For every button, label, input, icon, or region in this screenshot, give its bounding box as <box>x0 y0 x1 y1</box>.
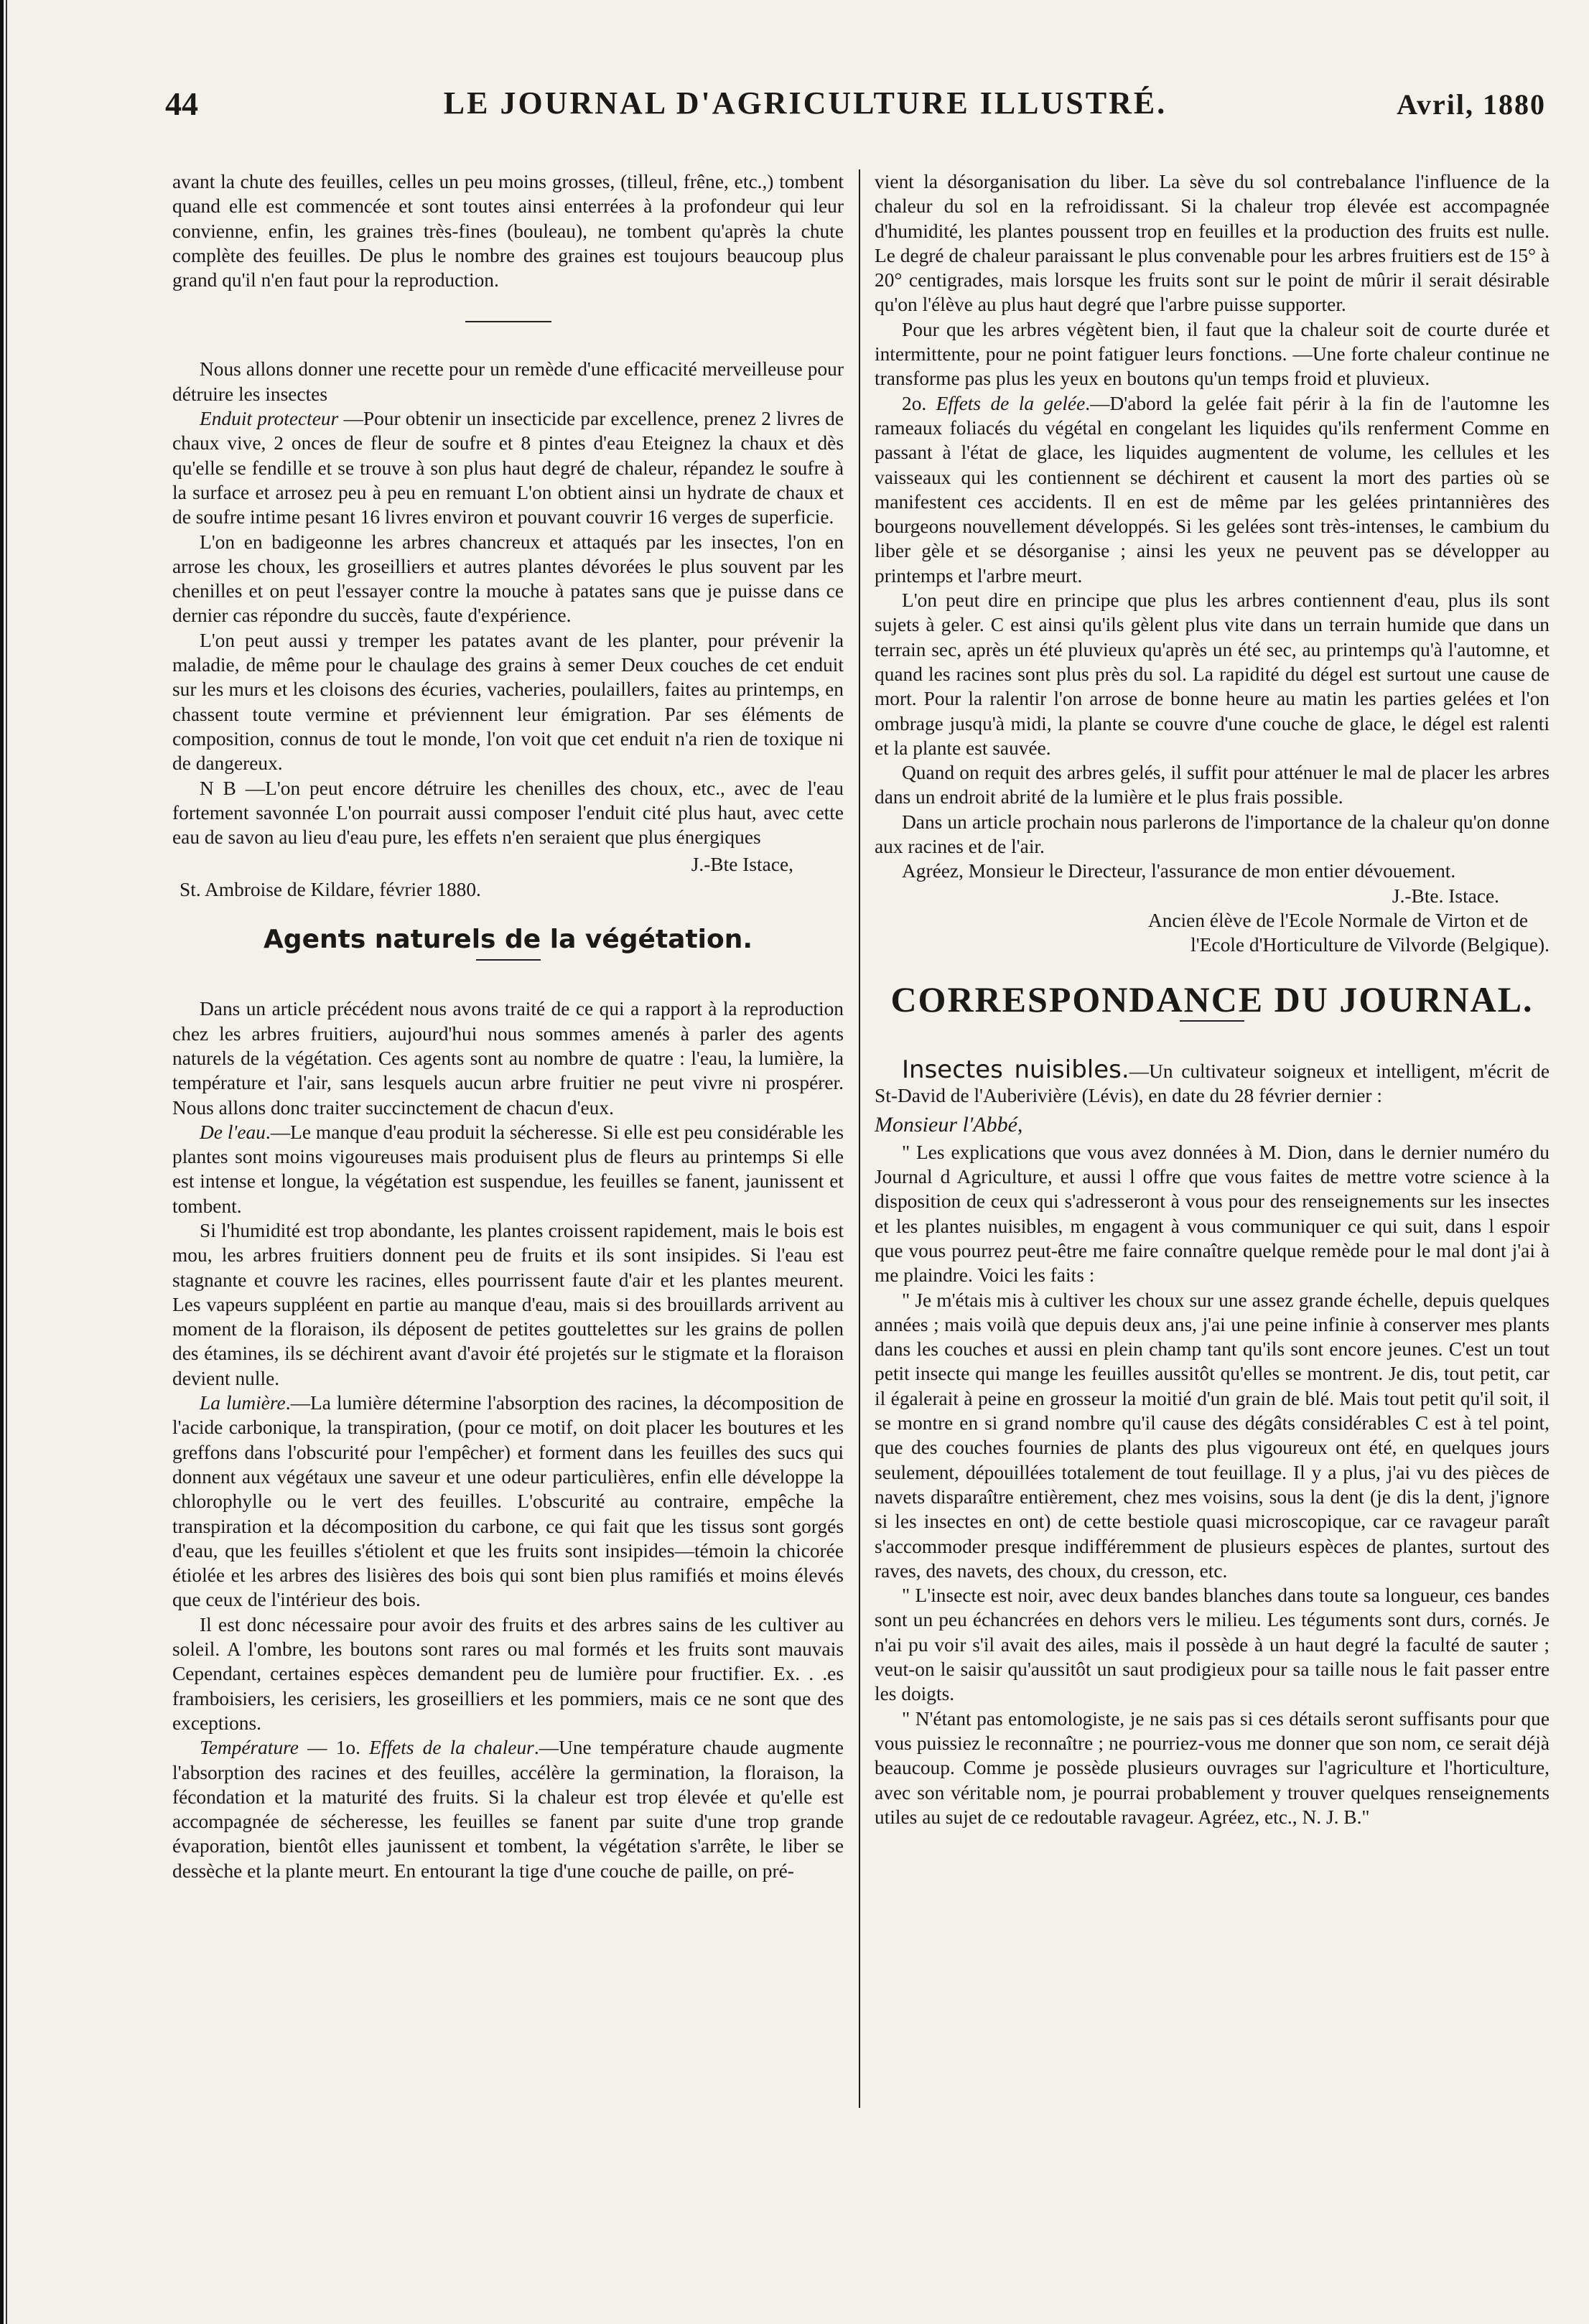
paragraph: avant la chute des feuilles, celles un peu moins grosses, (tilleul, frêne, etc.,) tombent quand elle est commencée et sont toutes ainsi enterrées à la profondeur qui leur convienne, enfin, les graines très-fines (bouleau), ne tombent qu'après la chute complète des feuilles. De plus le nombre des graines est toujours beaucoup plus grand qu'il n'en faut pour la reproduction. <box>172 171 844 291</box>
paragraph-text: — 1o. <box>298 1737 370 1759</box>
paragraph <box>172 1391 844 1613</box>
paragraph: vient la désorganisation du liber. La sève du sol contrebalance l'influence de la chaleur du sol en la refroidissant. Si la chaleur trop élevée est accompagnée d'humidité, les plantes poussent trop en feuilles et la production des fruits est nulle. Le degré de chaleur paraissant le plus convenable pour les arbres fruitiers est de 15° à 20° centigrades, mais lorsque les fruits sont sur le point de mûrir il serait désirable qu'on l'élève au plus haut degré que l'arbre puisse supporter. <box>875 171 1550 316</box>
italic-term: Effets de la gelée <box>936 392 1086 414</box>
italic-term: La lumière <box>200 1392 286 1414</box>
right-column <box>875 169 1550 1829</box>
page-number: 44 <box>165 85 198 122</box>
paragraph <box>875 391 1550 588</box>
italic-term: Température <box>200 1737 299 1759</box>
signature-title: l'Ecole d'Horticulture de Vilvorde (Belgique). <box>1190 933 1550 956</box>
paragraph-text: —Un cultivateur soigneux et intelligent, m'écrit de St-David de l'Auberivière (Lévis), en date du 28 février dernier : <box>875 1060 1550 1107</box>
paragraph: " N'étant pas entomologiste, je ne sais pas si ces détails seront suffisants pour que vous puissiez le reconnaître ; ne pourriez-vous me donner que son nom, ce serait déjà beaucoup. Comme je possède plusieurs ouvrages sur l'agriculture et l'horticulture, avec son véritable nom, je pourrai probablement y trouver quelques renseignements utiles au sujet de ce redoutable ravageur. Agréez, etc., N. J. B." <box>875 1707 1550 1828</box>
paragraph: " Les explications que vous avez données à M. Dion, dans le dernier numéro du Journal d Agriculture, et aussi l offre que vous faites de mettre votre science à la disposition de ceux qui s'adresseront à vous pour des renseignements sur les insectes et les plantes nuisibles, m engagent à vous communiquer ce qui suit, dans l espoir que vous pourrez peut-être me faire connaître quelque remède pour le mal dont j'ai à me plaindre. Voici les faits : <box>875 1141 1550 1287</box>
subsection-heading: Insectes nuisibles. <box>902 1055 1129 1084</box>
paragraph: L'on peut aussi y tremper les patates avant de les planter, pour prévenir la maladie, de même pour le chaulage des grains à semer Deux couches de cet enduit sur les murs et les cloisons des écuries, vacheries, poulaillers, faites au printemps, en chassent toute vermine et préviennent leur émigration. Par ses éléments de composition, connus de tout le monde, l'on voit que cet enduit n'a rien de toxique ni de dangereux. <box>172 629 844 775</box>
section-title: Agents naturels de la végétation. <box>263 925 753 955</box>
paragraph-text: .—La lumière détermine l'absorption des racines, la décomposition de l'acide carbonique, la transpiration, (pour ce motif, on doit placer les boutures et les greffons dans l'obscurité pour l'empêcher) et forment dans les feuilles des sucs qui donnent aux végétaux une saveur et une odeur particulières, enfin elle développe la chlorophylle ou le vert des feuilles. L'obscurité au contraire, empêche la transpiration et la décomposition du carbone, ce qui fait que les tissus sont gorgés d'eau, que les feuilles s'étiolent et que les fruits sont insipides—témoin la chicorée étiolée et les arbres des lisières des bois qui sont bien plus ramifiés et moins élevés que ceux de l'intérieur des bois. <box>172 1392 844 1611</box>
paragraph-text: —Pour obtenir un insecticide par excellence, prenez 2 livres de chaux vive, 2 onces de fleur de soufre et 8 pintes d'eau Eteignez la chaux et dès qu'elle se fendille et se trouve à son plus haut degré de chaleur, répandez le soufre à la surface et arrosez peu à peu en remuant L'on obtient ainsi un hydrate de chaux et de soufre intime pesant 16 livres environ et pouvant couvrir 16 verges de superficie. <box>172 408 844 528</box>
separator-rule <box>1180 1020 1244 1022</box>
paragraph <box>172 1120 844 1218</box>
italic-term: De l'eau <box>200 1121 266 1143</box>
paragraph: L'on peut dire en principe que plus les arbres contiennent d'eau, plus ils sont sujets à geler. C est ainsi qu'ils gèlent plus vite dans un terrain humide que dans un terrain sec, après un été pluvieux qu'après un été sec, au printemps qu'à l'automne, et quand les racines sont plus près du sol. La rapidité du dégel est surtout une cause de mort. Pour la ralentir l'on arrose de bonne heure au matin les parties gelées et l'on ombrage jusqu'à midi, la plante se couvre d'une couche de glace, le dégel est ralenti et la plante est sauvée. <box>875 589 1550 759</box>
paragraph <box>172 406 844 529</box>
paragraph: Dans un article précédent nous avons traité de ce qui a rapport à la reproduction chez les arbres fruitiers, aujourd'hui nous sommes amenés à parler des agents naturels de la végétation. Ces agents sont au nombre de quatre : l'eau, la lumière, la température et l'air, sans lesquels aucun arbre fruitier ne peut vivre ni prospérer. Nous allons donc traiter succinctement de chacun d'eux. <box>172 998 844 1119</box>
paragraph: N B —L'on peut encore détruire les chenilles des choux, etc., avec de l'eau fortement savonnée L'on pourrait aussi composer l'enduit cité plus haut, avec cette eau de savon au lieu d'eau pure, les effets n'en seraient que plus énergiques <box>172 777 844 849</box>
paragraph-text: .—D'abord la gelée fait périr à la fin de l'automne les rameaux foliacés du végétal en congelant les liquides qu'ils renferment Comme en passant à l'état de glace, les liquides augmentent de volume, les cellules et les vaisseaux qui les contiennent se déchirent et causent la mort des parties où se manifestent ces accidents. Il en est de même par les gelées printannières des bourgeons nouvellement développés. Si les gelées sont très-intenses, le cambium du liber gèle et se désorganise ; ainsi les yeux ne peuvent pas se développer au printemps et l'arbre meurt. <box>875 392 1550 587</box>
separator-rule <box>465 321 551 322</box>
section-title: CORRESPONDANCE DU JOURNAL. <box>890 979 1534 1019</box>
paragraph: Nous allons donner une recette pour un remède d'une efficacité merveilleuse pour détruire les insectes <box>172 358 844 405</box>
italic-term: Effets de la chaleur <box>369 1737 534 1759</box>
issue-date: Avril, 1880 <box>1397 88 1546 121</box>
column-divider <box>859 169 860 2108</box>
paragraph: L'on en badigeonne les arbres chancreux et attaqués par les insectes, l'on en arrose les choux, les groseilliers et autres plantes dévorées le plus souvent par les chenilles et on peut l'essayer contre la mouche à patates sans que je puisse dans ce dernier cas répondre du succès, faute d'expérience. <box>172 531 844 627</box>
paragraph: " Je m'étais mis à cultiver les choux sur une assez grande échelle, depuis quelques années ; mais voilà que depuis deux ans, j'ai une peine infinie à conserver mes plants dans les couches et aussi en plein champ tant qu'ils sont encore jeunes. C'est un tout petit insecte qui mange les feuilles aussitôt qu'elles se montrent. Je dis, tout petit, car il égalerait à peine en grosseur la moitié d'un grain de blé. Mais tout petit qu'il soit, il se montre en si grand nombre qu'il cause des dégâts considérables C est à tel point, que des couches fournies de plants des plus vigoureux ont été, en quelques jours seulement, dépouillées totalement de tout feuillage. Il y a plus, j'ai vu des pièces de navets disparaître entièrement, chez mes voisins, sous la dent (je dis la dent, j'ignore si les insectes en ont) de cette bestiole quasi microscopique, car ce ravageur paraît s'accommoder presque indifféremment de plusieurs espèces de plantes, surtout des raves, des navets, des choux, du cresson, etc. <box>875 1289 1550 1582</box>
left-column <box>172 169 844 1883</box>
signature-block <box>875 884 1550 957</box>
scan-binding-edge <box>0 0 10 2324</box>
paragraph: Dans un article prochain nous parlerons de l'importance de la chaleur qu'on donne aux racines et de l'air. <box>875 811 1550 858</box>
italic-term: Enduit protecteur <box>200 408 339 430</box>
signature: J.-Bte. Istace. <box>1392 885 1499 907</box>
paragraph: Il est donc nécessaire pour avoir des fruits et des arbres sains de les cultiver au soleil. A l'ombre, les boutons sont rares ou mal formés et les fruits sont mauvais Cependant, certaines espèces demandent peu de lumière pour fructifier. Ex. . .es framboisiers, les cerisiers, les groseilliers et les pommiers, mais ce ne sont que des exceptions. <box>172 1613 844 1734</box>
signature-title: Ancien élève de l'Ecole Normale de Virton et de <box>1147 909 1528 931</box>
dateline: St. Ambroise de Kildare, février 1880. <box>180 878 481 900</box>
paragraph: Pour que les arbres végètent bien, il faut que la chaleur soit de courte durée et intermittente, pour ne point fatiguer leurs fonctions. —Une forte chaleur continue ne transforme pas plus les yeux en boutons qu'un temps froid et pluvieux. <box>875 318 1550 390</box>
separator-rule <box>476 959 541 961</box>
signature: J.-Bte Istace, <box>691 854 793 876</box>
paragraph-text: .—Le manque d'eau produit la sécheresse. Si elle est peu considérable les plantes sont moins vigoureuses mais produisent plus de fleurs au printemps Si elle est intense et longue, la végétation est suspendue, les feuilles se fanent, jaunissent et tombent. <box>172 1121 844 1217</box>
page-header <box>50 80 1560 131</box>
paragraph <box>172 1735 844 1883</box>
paragraph <box>875 1055 1550 1109</box>
paragraph: " L'insecte est noir, avec deux bandes blanches dans toute sa longueur, ces bandes sont un peu échancrées en dehors vers le milieu. Les téguments sont durs, cornés. Je n'ai pu voir s'il avait des ailes, mais il possède à un haut degré la faculté de sauter ; veut-on le saisir qu'aussitôt un saut prodigieux pour sa taille nous le fait passer entre les doigts. <box>875 1585 1550 1705</box>
salutation: Monsieur l'Abbé, <box>875 1112 1023 1137</box>
paragraph-text: 2o. <box>902 392 936 414</box>
paragraph: Quand on requit des arbres gelés, il suffit pour atténuer le mal de placer les arbres dans un endroit abrité de la lumière et le plus frais possible. <box>875 762 1550 808</box>
journal-title: LE JOURNAL D'AGRICULTURE ILLUSTRÉ. <box>443 85 1168 121</box>
paragraph: Si l'humidité est trop abondante, les plantes croissent rapidement, mais le bois est mou, les arbres fruitiers donnent peu de fruits et ils sont insipides. Si l'eau est stagnante et couvre les racines, elles pourrissent faute d'air et les plantes meurent. Les vapeurs suppléent en partie au manque d'eau, mais si des brouillards arrivent au moment de la floraison, ils déposent de petites gouttelettes sur les grains de pollen des étamines, ils se déchirent avant d'avoir été projetés sur le stigmate et la floraison devient nulle. <box>172 1219 844 1389</box>
paragraph-text: .—Une température chaude augmente l'absorption des racines et des feuilles, accélère la germination, la floraison, la fécondation et la maturité des fruits. Si la chaleur est trop élevée et qu'elle est accompagnée de sécheresse, les feuilles se fanent par suite d'une trop grande évaporation, bientôt elles jaunissent et tombent, la végétation s'arrête, le liber se dessèche et la plante meurt. En entourant la tige d'une couche de paille, on pré- <box>172 1737 844 1882</box>
paragraph: Agréez, Monsieur le Directeur, l'assurance de mon entier dévouement. <box>902 860 1456 882</box>
